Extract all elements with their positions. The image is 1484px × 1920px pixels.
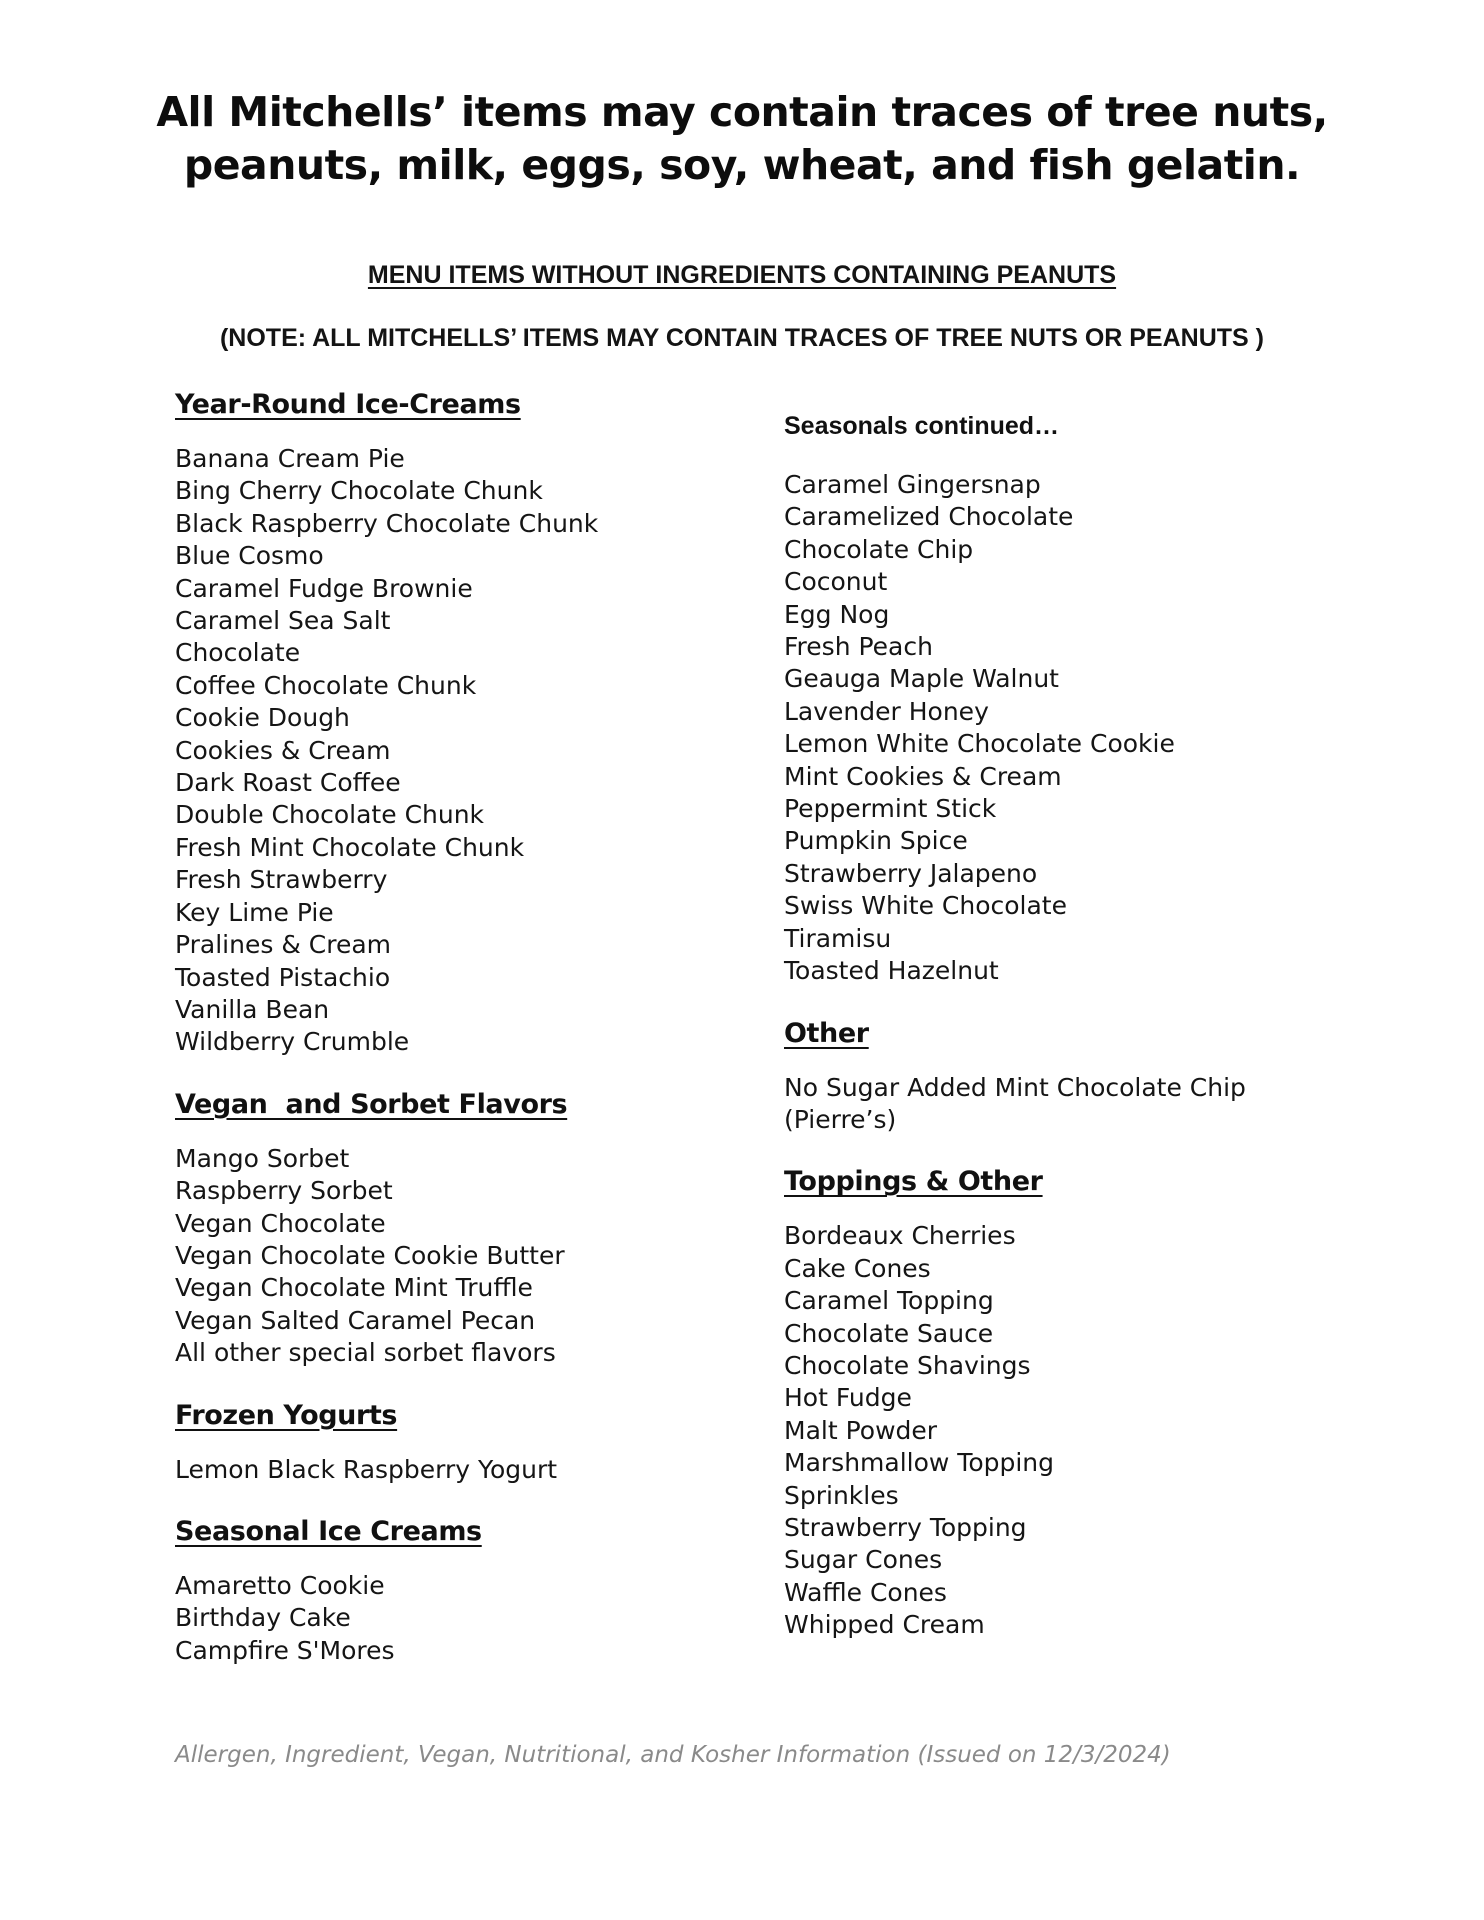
menu-subheading [120, 259, 1364, 291]
vegan-list [175, 1143, 735, 1370]
list-item: Wildberry Crumble [175, 1027, 410, 1057]
list-item: Sprinkles [784, 1480, 899, 1510]
section-title-vegan: Vegan and Sorbet Flavors [175, 1088, 568, 1120]
section-title-other: Other [784, 1017, 869, 1049]
list-item: Hot Fudge [784, 1383, 912, 1413]
section-title-seasonal: Seasonal Ice Creams [175, 1515, 482, 1547]
list-item: Lavender Honey [784, 696, 989, 726]
list-item: Bordeaux Cherries [784, 1221, 1016, 1251]
list-item: Birthday Cake [175, 1603, 351, 1633]
list-item: Strawberry Topping [784, 1512, 1027, 1542]
list-item: Cookies & Cream [175, 735, 391, 765]
list-item: Coconut [784, 567, 888, 597]
list-item: Peppermint Stick [784, 794, 997, 824]
list-item: Lemon White Chocolate Cookie [784, 729, 1175, 759]
list-item: Amaretto Cookie [175, 1570, 385, 1600]
list-item: Double Chocolate Chunk [175, 800, 485, 830]
headline-line-1: All Mitchells’ items may contain traces of tree nuts, [156, 88, 1328, 136]
list-item: Malt Powder [784, 1415, 938, 1445]
list-item: Vanilla Bean [175, 994, 330, 1024]
list-item: Caramel Fudge Brownie [175, 573, 473, 603]
list-item: Swiss White Chocolate [784, 891, 1067, 921]
list-item: All other special sorbet flavors [175, 1338, 556, 1368]
list-item: Caramel Gingersnap [784, 470, 1041, 499]
issue-footer: Allergen, Ingredient, Vegan, Nutritional, and Kosher Information (Issued on 12/3/2024) [175, 1742, 1171, 1768]
right-column [784, 385, 1344, 1668]
list-item: Toasted Hazelnut [784, 956, 999, 986]
list-item: Waffle Cones [784, 1577, 947, 1607]
toppings-list [784, 1220, 1344, 1641]
left-column [175, 385, 735, 1693]
frozen-yogurts-list [175, 1454, 735, 1486]
list-item: Caramel Sea Salt [175, 606, 391, 636]
list-item: Mango Sorbet [175, 1143, 350, 1173]
list-item: Bing Cherry Chocolate Chunk [175, 476, 543, 506]
list-item: Marshmallow Topping [784, 1448, 1055, 1478]
list-item: Vegan Chocolate [175, 1208, 386, 1238]
list-item: Toasted Pistachio [175, 962, 391, 992]
list-item: Chocolate Shavings [784, 1350, 1031, 1380]
list-item: Fresh Strawberry [175, 865, 388, 895]
list-item: Pralines & Cream [175, 930, 392, 960]
headline-line-2: peanuts, milk, eggs, soy, wheat, and fish gelatin. [183, 141, 1301, 189]
allergen-headline [120, 86, 1364, 192]
list-item: Black Raspberry Chocolate Chunk [175, 508, 599, 538]
list-item: Mint Cookies & Cream [784, 761, 1062, 791]
list-item: Fresh Peach [784, 632, 933, 662]
list-item: Lemon Black Raspberry Yogurt [175, 1454, 558, 1484]
list-item: Fresh Mint Chocolate Chunk [175, 832, 525, 862]
trace-note: (NOTE: ALL MITCHELLS’ ITEMS MAY CONTAIN TRACES OF TREE NUTS OR PEANUTS ) [219, 324, 1264, 352]
list-item: Banana Cream Pie [175, 444, 405, 473]
list-item: Caramelized Chocolate [784, 502, 1074, 532]
list-item: Strawberry Jalapeno [784, 858, 1038, 888]
list-item: Cookie Dough [175, 703, 350, 733]
list-item: Blue Cosmo [175, 541, 324, 571]
seasonal-list [175, 1570, 735, 1667]
other-item-line-2: (Pierre’s) [784, 1104, 897, 1134]
list-item: Dark Roast Coffee [175, 768, 401, 798]
list-item: Tiramisu [784, 923, 892, 953]
list-item: Chocolate Chip [784, 534, 974, 564]
list-item: Vegan Chocolate Cookie Butter [175, 1240, 565, 1270]
section-title-seasonals-continued: Seasonals continued… [784, 412, 1060, 440]
list-item: Vegan Chocolate Mint Truffle [175, 1273, 533, 1303]
list-item: Vegan Salted Caramel Pecan [175, 1305, 536, 1335]
list-item: Egg Nog [784, 599, 890, 629]
list-item: Pumpkin Spice [784, 826, 968, 856]
list-item: Sugar Cones [784, 1545, 943, 1575]
year-round-list [175, 443, 735, 1059]
list-item: Campfire S'Mores [175, 1635, 395, 1665]
section-title-frozen-yogurts: Frozen Yogurts [175, 1399, 398, 1431]
section-title-toppings: Toppings & Other [784, 1166, 1043, 1198]
list-item: Cake Cones [784, 1253, 931, 1283]
list-item: Caramel Topping [784, 1286, 994, 1316]
seasonals-continued-list [784, 469, 1344, 988]
other-item-line-1: No Sugar Added Mint Chocolate Chip [784, 1072, 1246, 1102]
list-item: Chocolate [175, 638, 301, 668]
list-item: Key Lime Pie [175, 897, 334, 927]
menu-subheading-text: MENU ITEMS WITHOUT INGREDIENTS CONTAINING PEANUTS [367, 261, 1117, 289]
list-item: Raspberry Sorbet [175, 1176, 393, 1206]
other-item [784, 1072, 1344, 1137]
section-title-year-round: Year-Round Ice-Creams [175, 389, 521, 420]
list-item: Chocolate Sauce [784, 1318, 994, 1348]
list-item: Geauga Maple Walnut [784, 664, 1059, 694]
list-item: Coffee Chocolate Chunk [175, 670, 477, 700]
list-item: Whipped Cream [784, 1610, 985, 1640]
